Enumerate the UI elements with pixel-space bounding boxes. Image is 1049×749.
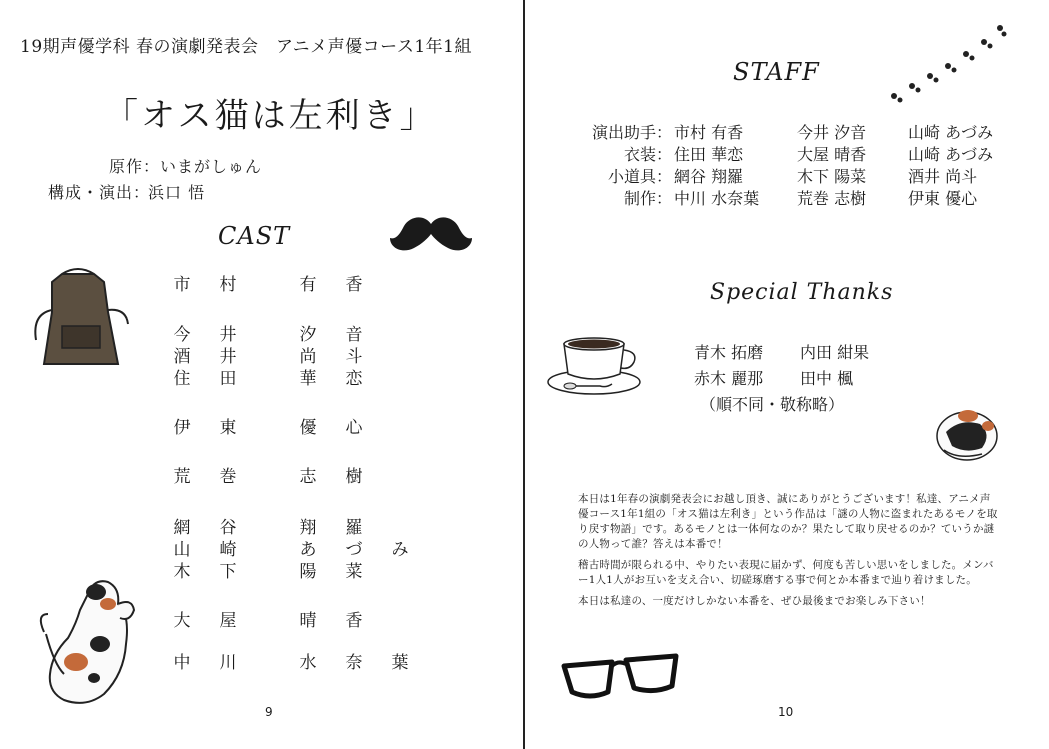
staff-name: 今井 汐音	[797, 123, 867, 142]
sleeping-cat-icon	[932, 404, 1002, 464]
cast-char: 恋	[345, 369, 363, 389]
thanks-name: 内田 紺果	[800, 343, 870, 362]
message-paragraph: 本日は1年春の演劇発表会にお越し頂き、誠にありがとうございます！私達、アニメ声優コース1年1組の「オス猫は左利き」という作品は「謎の人物に盗まれたあるモノを取り戻す物語」です。あるモノとは一体何なのか？果たして取り戻せるのか？ていうか謎の人物って誰？答えは本番で！	[578, 493, 998, 550]
cast-char: 心	[345, 418, 363, 438]
cast-char: 汐	[299, 325, 317, 345]
cast-char: 巻	[219, 467, 237, 487]
cast-char: 有	[299, 275, 317, 295]
cast-char: 山	[173, 540, 191, 560]
cast-char: 井	[219, 325, 237, 345]
cast-char: 東	[219, 418, 237, 438]
thanks-name: 青木 拓磨	[694, 343, 764, 362]
cast-char: 葉	[391, 653, 409, 673]
cast-char: 下	[219, 562, 237, 582]
cast-char: 華	[299, 369, 317, 389]
cast-char: 陽	[299, 562, 317, 582]
apron-icon	[22, 264, 132, 374]
cast-char: 住	[173, 369, 191, 389]
cast-char: 音	[345, 325, 363, 345]
cast-char: 谷	[219, 518, 237, 538]
event-header: 19期声優学科 春の演劇発表会 アニメ声優コース1年1組	[20, 37, 472, 57]
staff-name: 木下 陽菜	[797, 167, 867, 186]
cast-char: 樹	[345, 467, 363, 487]
cast-char: 井	[219, 347, 237, 367]
cast-char: 網	[173, 518, 191, 538]
mustache-icon	[388, 212, 474, 258]
staff-name: 荒巻 志樹	[797, 189, 867, 208]
calico-cat-icon	[34, 574, 144, 714]
cast-char: 志	[299, 467, 317, 487]
message-paragraph: 稽古時間が限られる中、やりたい表現に届かず、何度も苦しい思いをしました。メンバー1人1人がお互いを支え合い、切磋琢磨する事で何とか本番まで辿り着けました。	[578, 559, 994, 586]
staff-heading: STAFF	[733, 58, 820, 86]
cast-char: 中	[173, 653, 191, 673]
thanks-note: （順不同・敬称略）	[700, 395, 845, 414]
cast-char: み	[391, 540, 409, 560]
message-paragraph: 本日は私達の、一度だけしかない本番を、ぜひ最後までお楽しみ下さい！	[578, 595, 931, 607]
cast-char: 香	[345, 275, 363, 295]
credit-value: 浜口 悟	[148, 183, 206, 202]
cast-char: 村	[219, 275, 237, 295]
staff-name: 山崎 あづみ	[908, 123, 994, 142]
cast-char: 田	[219, 369, 237, 389]
cast-char: 優	[299, 418, 317, 438]
staff-name: 網谷 翔羅	[674, 167, 744, 186]
cast-char: 奈	[345, 653, 363, 673]
staff-name: 中川 水奈葉	[674, 189, 760, 208]
cast-char: 菜	[345, 562, 363, 582]
cast-char: 川	[219, 653, 237, 673]
cast-char: 今	[173, 325, 191, 345]
cast-char: 香	[345, 611, 363, 631]
cast-char: 崎	[219, 540, 237, 560]
paw-prints-icon	[880, 20, 1010, 110]
staff-name: 大屋 晴香	[797, 145, 867, 164]
left-page	[0, 0, 523, 749]
cast-char: づ	[345, 540, 363, 560]
staff-name: 酒井 尚斗	[908, 167, 978, 186]
staff-role: 演出助手：	[591, 123, 672, 142]
cast-char: 斗	[345, 347, 363, 367]
cast-char: 市	[173, 275, 191, 295]
play-title: 「オス猫は左利き」	[104, 96, 437, 136]
thanks-name: 田中 楓	[800, 369, 854, 388]
cast-char: 羅	[345, 518, 363, 538]
cast-char: 伊	[173, 418, 191, 438]
credit-label: 原作：	[108, 157, 160, 176]
staff-name: 住田 華恋	[674, 145, 744, 164]
cast-char: 尚	[299, 347, 317, 367]
staff-role: 制作：	[623, 189, 672, 208]
staff-name: 市村 有香	[674, 123, 744, 142]
credit-value: いまがしゅん	[160, 157, 263, 176]
thanks-name: 赤木 麗那	[694, 369, 764, 388]
cast-char: 酒	[173, 347, 191, 367]
staff-role: 衣装：	[623, 145, 672, 164]
credit-direction	[48, 180, 206, 203]
credit-label: 構成・演出：	[48, 183, 151, 202]
cast-char: 晴	[299, 611, 317, 631]
cast-char: あ	[299, 540, 317, 560]
greeting-message	[578, 492, 998, 615]
glasses-icon	[560, 652, 680, 704]
staff-name: 伊東 優心	[908, 189, 978, 208]
page-number: 10	[778, 705, 794, 719]
coffee-cup-icon	[544, 330, 644, 400]
staff-name: 山崎 あづみ	[908, 145, 994, 164]
cast-char: 屋	[219, 611, 237, 631]
credit-original	[60, 154, 262, 177]
cast-char: 木	[173, 562, 191, 582]
cast-char: 翔	[299, 518, 317, 538]
cast-char: 荒	[173, 467, 191, 487]
thanks-heading: Special Thanks	[710, 280, 894, 305]
cast-heading: CAST	[218, 222, 291, 250]
page-number: 9	[265, 705, 273, 719]
cast-char: 大	[173, 611, 191, 631]
staff-role: 小道具：	[607, 167, 672, 186]
page-divider	[523, 0, 525, 749]
cast-char: 水	[299, 653, 317, 673]
